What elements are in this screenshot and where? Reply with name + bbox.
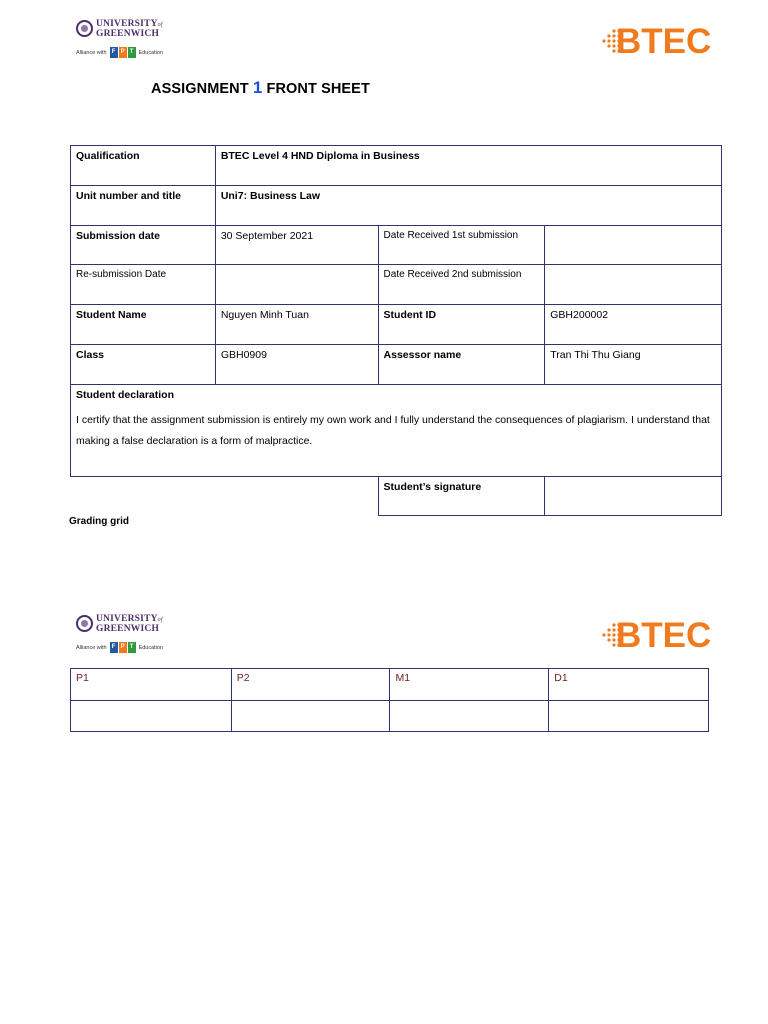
declaration-label: Student declaration bbox=[76, 389, 175, 401]
assessor-label: Assessor name bbox=[378, 345, 545, 385]
btec-wordmark: BTEC bbox=[616, 22, 712, 61]
grade-header-d1: D1 bbox=[549, 669, 709, 701]
university-logo bbox=[74, 20, 164, 62]
grading-grid-label: Grading grid bbox=[69, 516, 129, 527]
fpt-logo-icon: F P T bbox=[110, 47, 136, 58]
btec-logo bbox=[600, 616, 720, 656]
fpt-logo-icon: F P T bbox=[110, 642, 136, 653]
class-value: GBH0909 bbox=[215, 345, 378, 385]
table-row bbox=[71, 701, 709, 732]
grade-header-p1: P1 bbox=[71, 669, 232, 701]
declaration-text: I certify that the assignment submission is entirely my own work and I fully understand the consequences of plagiarism. I understand that making a false declaration is a form of malpractice. bbox=[76, 414, 710, 447]
submission-date-label: Submission date bbox=[71, 226, 216, 265]
front-sheet-table bbox=[70, 145, 722, 516]
grade-header-m1: M1 bbox=[390, 669, 549, 701]
date-received-2-value bbox=[545, 265, 722, 305]
qualification-label: Qualification bbox=[71, 146, 216, 186]
assessor-value: Tran Thi Thu Giang bbox=[545, 345, 722, 385]
assignment-number: 1 bbox=[252, 78, 263, 97]
table-row bbox=[71, 385, 722, 477]
alliance-line: Alliance with F P T Education bbox=[76, 642, 163, 653]
university-name: UNIVERSITYof GREENWICH bbox=[96, 614, 163, 634]
student-name-label: Student Name bbox=[71, 305, 216, 345]
table-row bbox=[71, 146, 722, 186]
university-crest-icon bbox=[76, 615, 93, 632]
qualification-value: BTEC Level 4 HND Diploma in Business bbox=[215, 146, 721, 186]
grade-value-m1 bbox=[390, 701, 549, 732]
grade-value-p1 bbox=[71, 701, 232, 732]
unit-label: Unit number and title bbox=[71, 186, 216, 226]
university-name: UNIVERSITYof GREENWICH bbox=[96, 19, 163, 39]
table-row bbox=[71, 265, 722, 305]
university-crest-icon bbox=[76, 20, 93, 37]
grade-header-p2: P2 bbox=[231, 669, 390, 701]
grading-grid-table bbox=[70, 668, 709, 732]
date-received-1-value bbox=[545, 226, 722, 265]
submission-date-value: 30 September 2021 bbox=[215, 226, 378, 265]
signature-label: Student’s signature bbox=[378, 477, 545, 516]
class-label: Class bbox=[71, 345, 216, 385]
blank-cell bbox=[71, 477, 379, 516]
student-name-value: Nguyen Minh Tuan bbox=[215, 305, 378, 345]
alliance-line: Alliance with F P T Education bbox=[76, 47, 163, 58]
grade-value-d1 bbox=[549, 701, 709, 732]
resubmission-label: Re-submission Date bbox=[71, 265, 216, 305]
unit-value: Uni7: Business Law bbox=[215, 186, 721, 226]
page-title: ASSIGNMENT 1 FRONT SHEET bbox=[151, 78, 370, 97]
student-id-label: Student ID bbox=[378, 305, 545, 345]
btec-wordmark: BTEC bbox=[616, 616, 712, 655]
signature-value bbox=[545, 477, 722, 516]
table-row bbox=[71, 186, 722, 226]
student-id-value: GBH200002 bbox=[545, 305, 722, 345]
btec-logo bbox=[600, 22, 720, 62]
resubmission-value bbox=[215, 265, 378, 305]
table-row bbox=[71, 669, 709, 701]
table-row bbox=[71, 477, 722, 516]
table-row bbox=[71, 226, 722, 265]
date-received-2-label: Date Received 2nd submission bbox=[378, 265, 545, 305]
university-logo bbox=[74, 615, 164, 657]
declaration-cell bbox=[71, 385, 722, 477]
table-row bbox=[71, 345, 722, 385]
grade-value-p2 bbox=[231, 701, 390, 732]
table-row bbox=[71, 305, 722, 345]
date-received-1-label: Date Received 1st submission bbox=[378, 226, 545, 265]
